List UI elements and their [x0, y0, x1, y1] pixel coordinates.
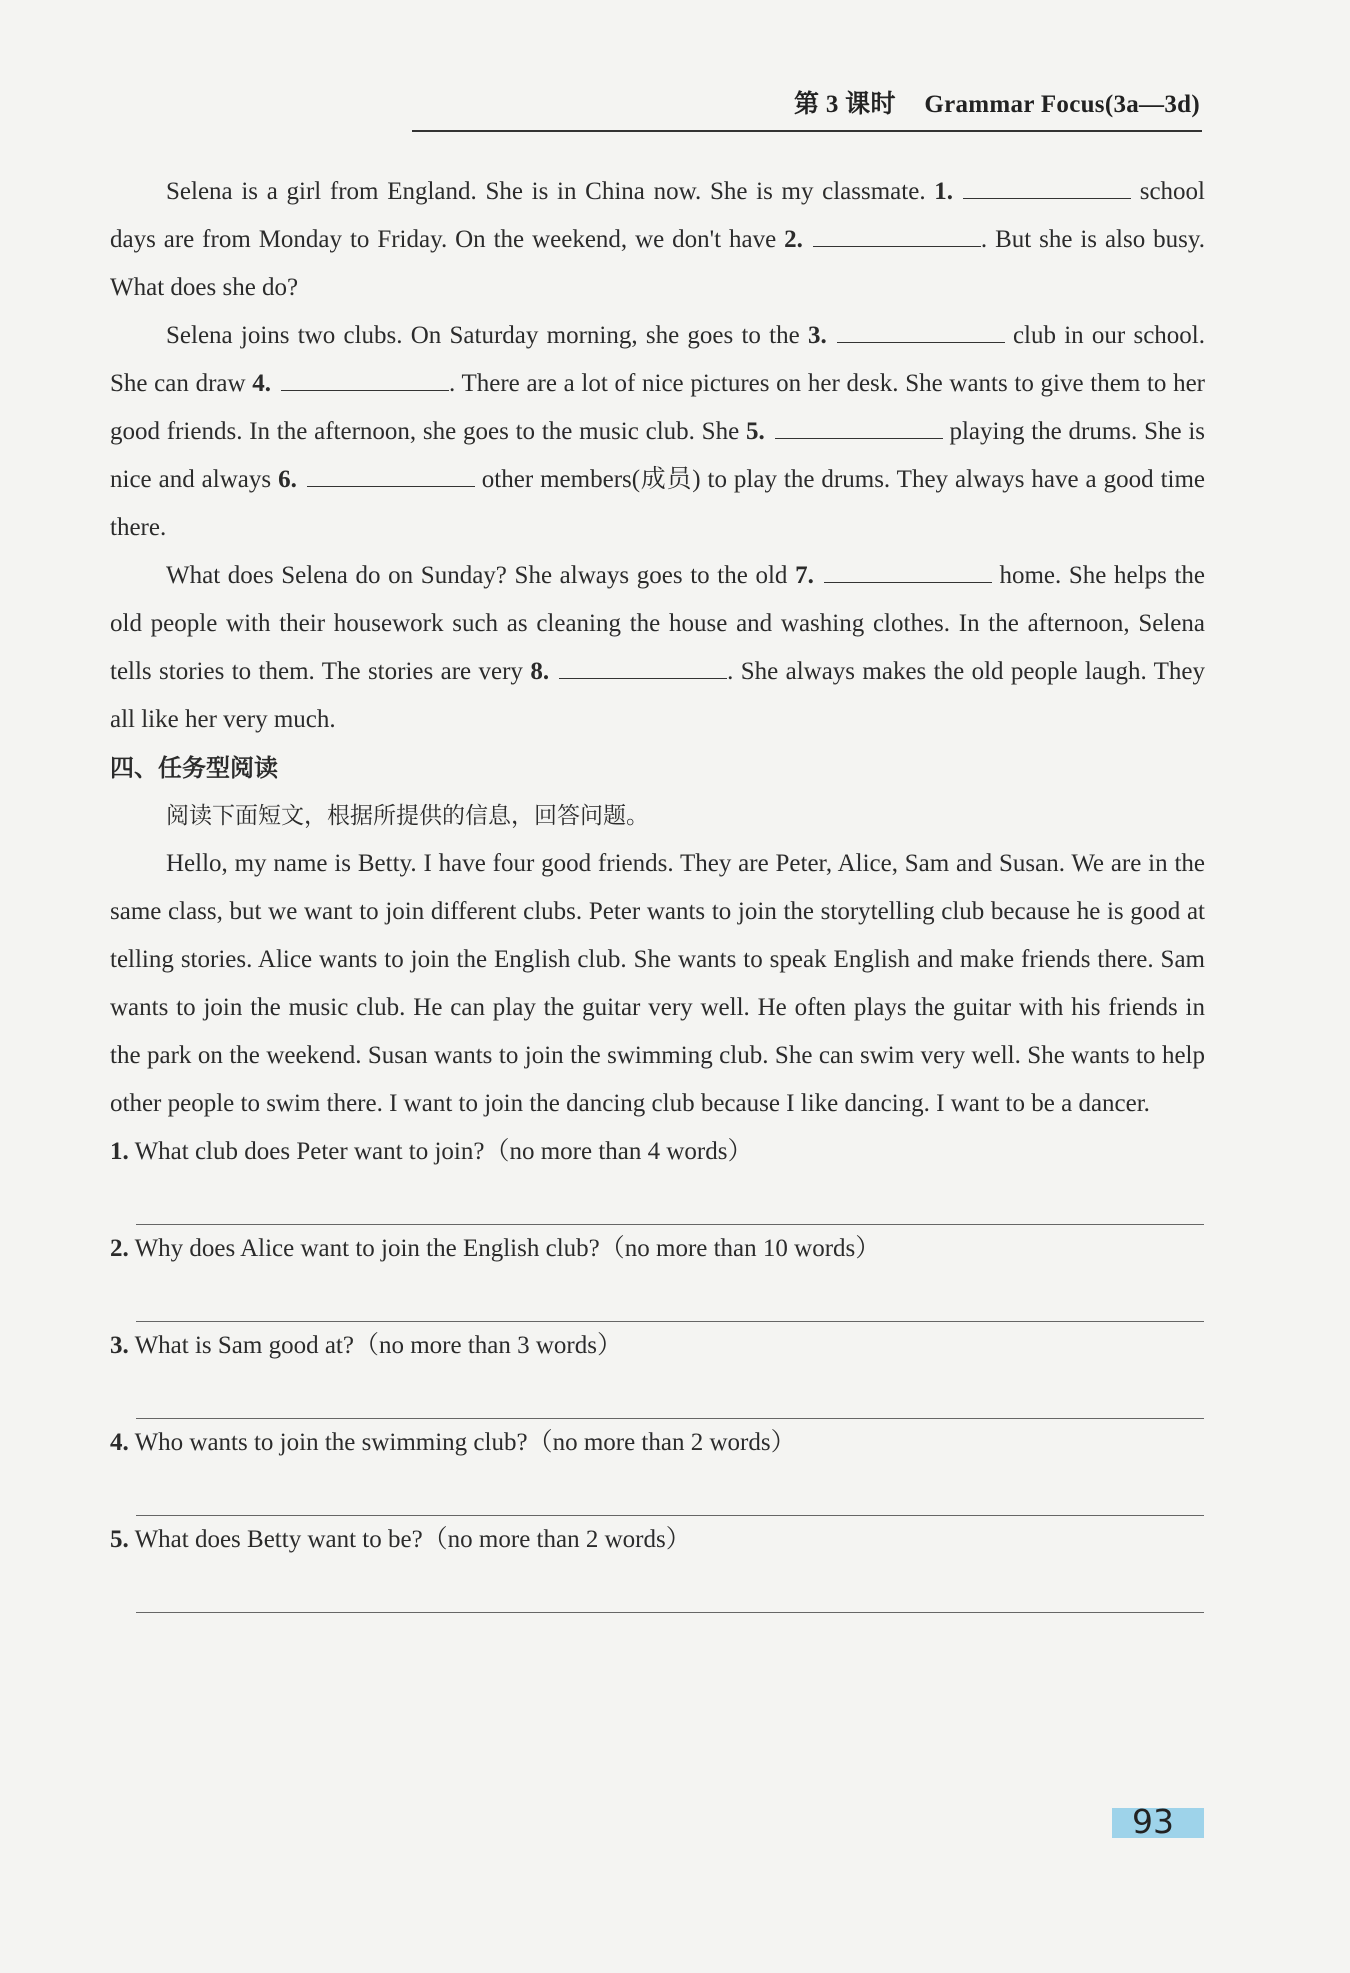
cloze-text: . She always makes the old people laugh. They all like her very much.: [110, 658, 1206, 733]
cloze-text: What does Selena do on Sunday? She always goes to the old: [166, 562, 788, 589]
question-4: [110, 1419, 1205, 1467]
page-number-badge: [1112, 1802, 1204, 1841]
page-content: [110, 168, 1205, 1613]
cloze-paragraph-3: [110, 552, 1205, 744]
blank-number-1: 1.: [934, 178, 954, 205]
question-list: [110, 1128, 1205, 1613]
lesson-label: 第 3 课时: [793, 91, 896, 118]
question-text: What does Betty want to be?（no more than 2 words）: [134, 1526, 691, 1553]
answer-line-5[interactable]: [136, 1564, 1204, 1613]
page-header: [794, 84, 1200, 120]
question-text: What club does Peter want to join?（no more than 4 words）: [134, 1138, 753, 1165]
blank-number-3: 3.: [807, 322, 827, 349]
question-5: [110, 1516, 1205, 1564]
lesson-title: Grammar Focus(3a—3d): [924, 91, 1200, 118]
question-1: [110, 1128, 1205, 1176]
cloze-paragraph-2: [110, 312, 1205, 552]
cloze-text: Selena is a girl from England. She is in China now. She is my classmate.: [166, 178, 926, 205]
cloze-paragraph-1: [110, 168, 1205, 312]
question-number: 1.: [110, 1138, 129, 1165]
blank-number-6: 6.: [278, 466, 297, 493]
blank-number-7: 7.: [795, 562, 814, 589]
answer-line-1[interactable]: [136, 1176, 1204, 1225]
question-text: Who wants to join the swimming club?（no more than 2 words）: [134, 1429, 796, 1456]
blank-3[interactable]: [837, 322, 1005, 343]
page-number: 93: [1132, 1802, 1174, 1841]
question-number: 5.: [110, 1526, 129, 1553]
header-rule: [412, 130, 1202, 132]
blank-number-5: 5.: [745, 418, 765, 445]
blank-4[interactable]: [281, 370, 449, 391]
blank-5[interactable]: [775, 418, 943, 439]
blank-1[interactable]: [963, 178, 1131, 199]
question-3: [110, 1322, 1205, 1370]
cloze-text: home. She helps the old people with their housework such as cleaning the house and washing clothes. In the afternoon, Selena tells stories to them. The stories are very: [110, 562, 1205, 685]
cloze-text: other members(成员) to play the drums. They always have a good time there.: [110, 466, 1206, 541]
section-title: 四、任务型阅读: [110, 754, 278, 782]
question-text: Why does Alice want to join the English club?（no more than 10 words）: [134, 1235, 881, 1262]
section-instruction: 阅读下面短文，根据所提供的信息，回答问题。: [166, 803, 649, 829]
cloze-text: . But she is also busy. What does she do?: [110, 226, 1206, 301]
blank-2[interactable]: [813, 226, 981, 247]
reading-passage: Hello, my name is Betty. I have four good friends. They are Peter, Alice, Sam and Susan. We are in the same class, but we want to join different clubs. Peter wants to join the storytelling club because he is good at telling stories. Alice wants to join the English club. She wants to speak English and make friends there. Sam wants to join the music club. He can play the guitar very well. He often plays the guitar with his friends in the park on the weekend. Susan wants to join the swimming club. She can swim very well. She wants to help other people to swim there. I want to join the dancing club because I like dancing. I want to be a dancer.: [110, 850, 1205, 1117]
question-text: What is Sam good at?（no more than 3 words）: [134, 1332, 622, 1359]
question-2: [110, 1225, 1205, 1273]
cloze-text: playing the drums. She is nice and always: [110, 418, 1206, 493]
blank-number-8: 8.: [530, 658, 550, 685]
answer-line-2[interactable]: [136, 1273, 1204, 1322]
answer-line-3[interactable]: [136, 1370, 1204, 1419]
question-number: 2.: [110, 1235, 129, 1262]
cloze-text: . There are a lot of nice pictures on her desk. She wants to give them to her good friends. In the afternoon, she goes to the music club. She: [110, 370, 1206, 445]
blank-8[interactable]: [559, 658, 727, 679]
cloze-text: Selena joins two clubs. On Saturday morning, she goes to the: [166, 322, 800, 349]
cloze-text: school days are from Monday to Friday. On the weekend, we don't have: [110, 178, 1206, 253]
blank-number-2: 2.: [784, 226, 803, 253]
question-number: 4.: [110, 1429, 129, 1456]
question-number: 3.: [110, 1332, 129, 1359]
blank-number-4: 4.: [252, 370, 271, 397]
cloze-text: club in our school. She can draw: [110, 322, 1206, 397]
blank-7[interactable]: [824, 562, 992, 583]
answer-line-4[interactable]: [136, 1467, 1204, 1516]
blank-6[interactable]: [307, 466, 475, 487]
